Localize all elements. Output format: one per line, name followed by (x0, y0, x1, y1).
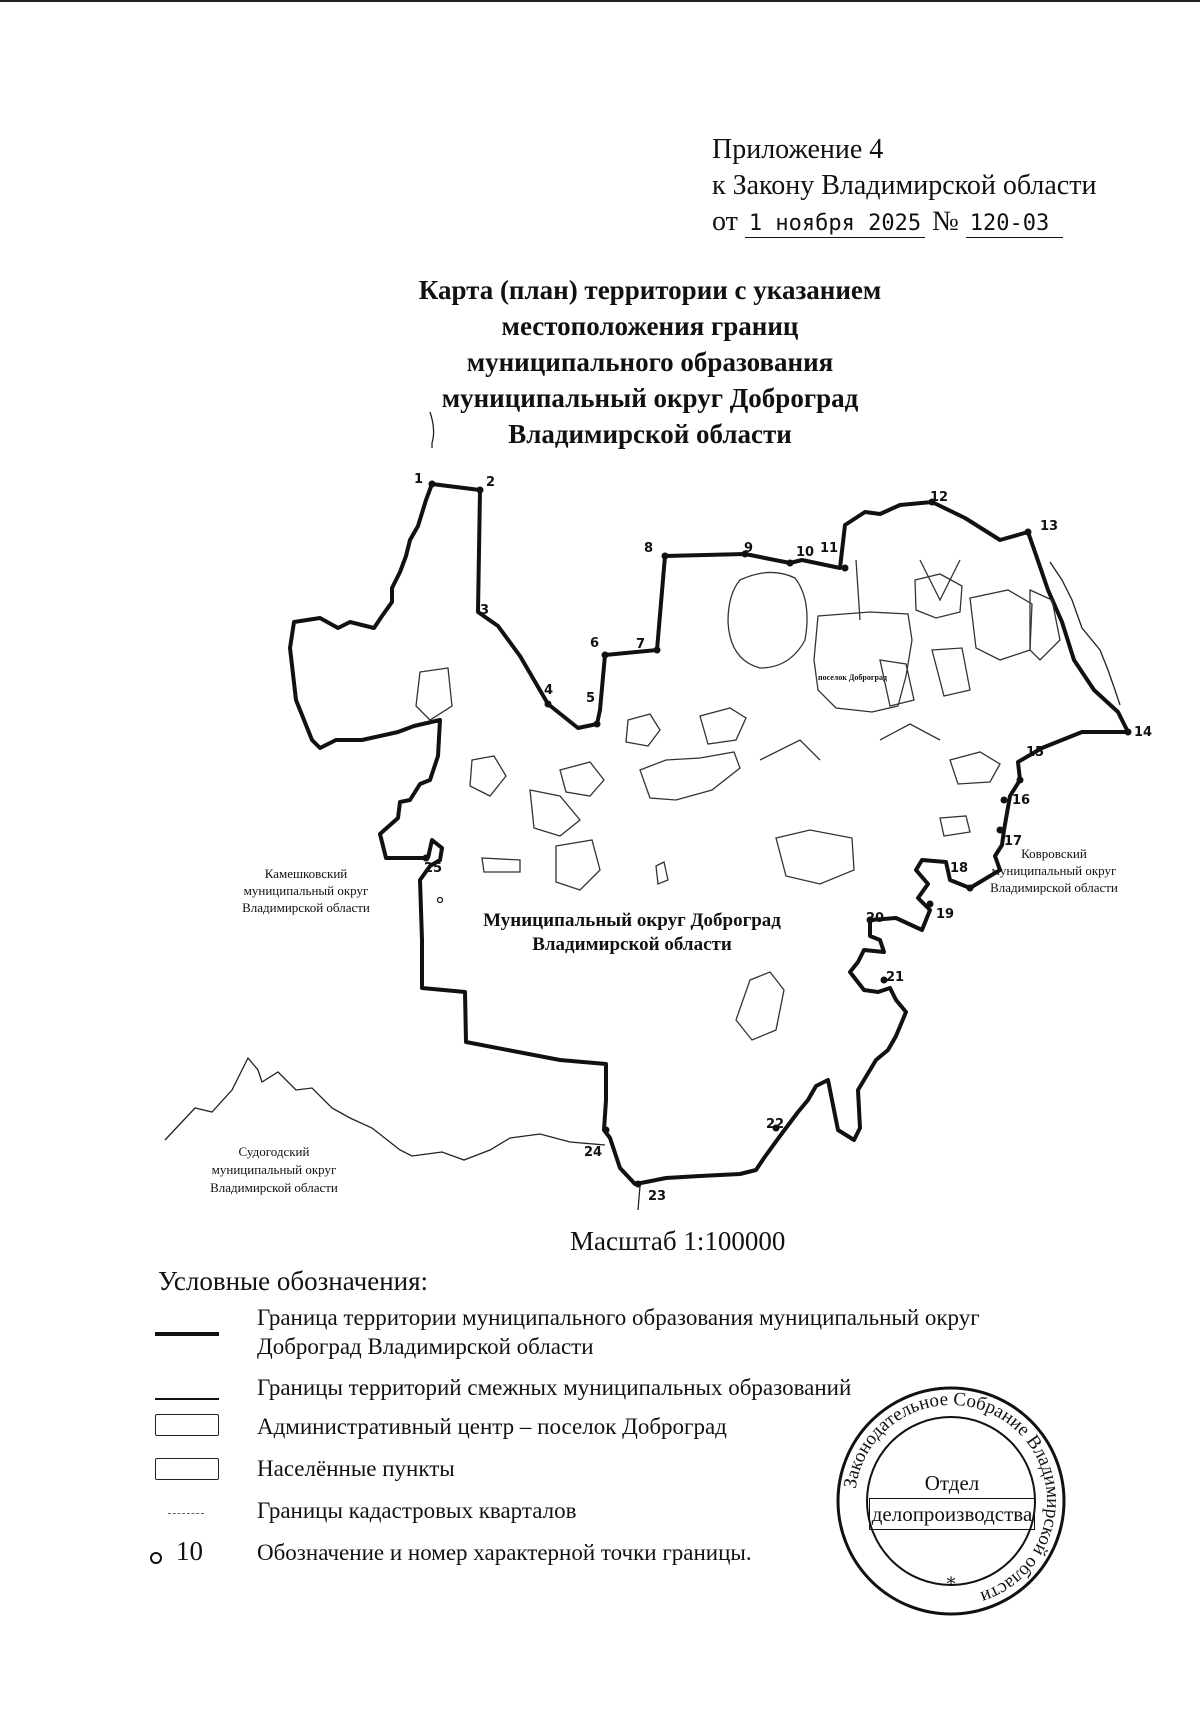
territory-boundary (290, 484, 1128, 1184)
point-label-15: 15 (1026, 745, 1045, 760)
legend-admin-center: Административный центр – поселок Доброград (257, 1414, 727, 1439)
neighbor-west-line-1: Камешковский (264, 866, 348, 881)
settlement-northwest-3 (482, 858, 520, 872)
settlement-east-3 (1030, 590, 1060, 660)
neighbor-east-line-2: муниципальный округ (991, 863, 1117, 878)
date-value: 1 ноября 2025 (745, 211, 925, 238)
settlement-east-2 (970, 590, 1032, 660)
attachment-number: Приложение 4 (712, 134, 884, 165)
admin-center-label: поселок Доброград (818, 673, 887, 682)
map-scale: Масштаб 1:100000 (570, 1226, 786, 1256)
point-label-21: 21 (886, 970, 905, 985)
adjacent-boundary-south (638, 1186, 640, 1210)
settlement-west-1 (560, 762, 604, 796)
attachment-law: к Закону Владимирской области (712, 170, 1097, 201)
legend-swatch-settlements (155, 1458, 219, 1480)
settlement-west-3 (556, 840, 600, 890)
settlement-central-3 (700, 708, 746, 744)
point-labels (414, 472, 1152, 1204)
settlement-northwest-1 (416, 668, 452, 720)
boundary-point-2 (477, 487, 484, 494)
legend-swatch-boundary (155, 1332, 219, 1336)
boundary-point-13 (1025, 529, 1032, 536)
point-label-23: 23 (648, 1189, 667, 1204)
adjacent-boundary-southwest (165, 1058, 605, 1160)
title-line-1: Карта (план) территории с указанием (418, 275, 882, 305)
settlement-southeast-1 (776, 830, 854, 884)
boundary-point-16 (1001, 797, 1008, 804)
point-label-9: 9 (744, 541, 754, 556)
boundary-point-8 (662, 553, 669, 560)
point-label-16: 16 (1012, 793, 1031, 808)
stamp-center-line-1: Отдел (924, 1471, 980, 1495)
title-line-2: местоположения границ (501, 311, 799, 341)
boundary-point-4 (545, 701, 552, 708)
neighbor-labels (210, 846, 1118, 1195)
legend-swatch-cadastral (168, 1513, 204, 1514)
point-label-1: 1 (414, 472, 424, 487)
legend-swatch-admin-center (155, 1414, 219, 1436)
neighbor-southwest-line-2: муниципальный округ (211, 1162, 337, 1177)
point-label-24: 24 (584, 1145, 603, 1160)
legend-point-sample (150, 1536, 203, 1567)
settlement-central-1 (626, 714, 660, 746)
point-label-4: 4 (544, 683, 554, 698)
point-label-12: 12 (930, 490, 949, 505)
boundary-point-18 (967, 885, 974, 892)
cadastral-line-3 (880, 724, 940, 740)
point-label-7: 7 (636, 637, 646, 652)
stamp-center-text (868, 1468, 1036, 1530)
point-label-17: 17 (1004, 834, 1023, 849)
territory-label-line-2: Владимирской области (532, 934, 732, 955)
stamp-center-line-2: делопроизводства (869, 1498, 1036, 1530)
point-label-2: 2 (486, 475, 496, 490)
neighbor-east-line-3: Владимирской области (990, 880, 1118, 895)
admin-center-marker (438, 898, 443, 903)
settlement-west-2 (530, 790, 580, 836)
boundary-point-23 (635, 1181, 642, 1188)
settlement-central-2 (640, 752, 740, 800)
boundary-point-15 (1017, 777, 1024, 784)
neighbor-west-line-3: Владимирской области (242, 900, 370, 915)
legend-boundary-line-2: Доброград Владимирской области (257, 1334, 594, 1359)
settlement-northwest-2 (470, 756, 506, 796)
territory-label (483, 910, 781, 955)
point-label-14: 14 (1134, 725, 1153, 740)
title-line-4: муниципальный округ Доброград (441, 383, 859, 413)
point-label-6: 6 (590, 636, 600, 651)
legend-adjacent: Границы территорий смежных муниципальных образований (257, 1375, 852, 1400)
legend-boundary-line-1: Граница территории муниципального образования муниципальный округ (257, 1305, 980, 1330)
boundary-point-24 (603, 1127, 610, 1134)
legend-boundary (257, 1303, 980, 1361)
boundary-point-6 (602, 652, 609, 659)
adjacent-boundary-east (1050, 562, 1120, 705)
cadastral-line-1 (856, 560, 860, 620)
title-line-3: муниципального образования (466, 347, 834, 377)
adjacent-boundaries (165, 412, 1120, 1210)
settlement-center-small (656, 862, 668, 884)
number-value: 120-03 (966, 211, 1063, 238)
point-label-11: 11 (820, 541, 839, 556)
point-label-5: 5 (586, 691, 596, 706)
legend-title: Условные обозначения: (158, 1266, 429, 1296)
stamp-star: * (946, 1574, 956, 1595)
legend-swatch-adjacent (155, 1398, 219, 1400)
legend-settlements: Населённые пункты (257, 1456, 455, 1481)
boundary-point-17 (997, 827, 1004, 834)
point-label-3: 3 (480, 603, 490, 618)
neighbor-southwest-line-1: Судогодский (238, 1144, 310, 1159)
boundary-point-7 (654, 647, 661, 654)
boundary-point-10 (787, 560, 794, 567)
adjacent-boundary-north (430, 412, 434, 448)
boundary-point-1 (429, 481, 436, 488)
point-label-13: 13 (1040, 519, 1059, 534)
legend-cadastral: Границы кадастровых кварталов (257, 1498, 577, 1523)
point-label-20: 20 (866, 911, 885, 926)
cadastral-line-4 (760, 740, 820, 760)
point-label-22: 22 (766, 1117, 785, 1132)
legend-point-icon (150, 1552, 162, 1564)
settlement-east-cluster (950, 752, 1000, 784)
point-label-25: 25 (424, 861, 443, 876)
point-label-10: 10 (796, 545, 815, 560)
boundary-point-5 (594, 721, 601, 728)
settlement-east-4 (880, 660, 914, 706)
boundary-point-14 (1125, 729, 1132, 736)
boundary-points (423, 481, 1132, 1188)
legend-point-number: 10 (176, 1536, 203, 1566)
boundary-point-19 (927, 901, 934, 908)
boundary-point-11 (842, 565, 849, 572)
point-label-19: 19 (936, 907, 955, 922)
territory-label-line-1: Муниципальный округ Доброград (483, 910, 781, 931)
point-label-8: 8 (644, 541, 654, 556)
admin-center-outline (814, 612, 912, 712)
neighbor-southwest-line-3: Владимирской области (210, 1180, 338, 1195)
settlement-southeast-2 (940, 816, 970, 836)
title-line-5: Владимирской области (508, 419, 792, 449)
settlement-east-5 (932, 648, 970, 696)
cadastral-line-2 (920, 560, 960, 600)
stamp-ring-text: Законодательное Собрание Владимирской области (839, 1388, 1064, 1608)
settlement-outlines (416, 560, 1060, 1040)
legend-point-desc: Обозначение и номер характерной точки границы. (257, 1540, 752, 1565)
date-prefix: от (712, 206, 738, 237)
settlement-south-1 (736, 972, 784, 1040)
lake-outline (728, 572, 807, 668)
neighbor-west-line-2: муниципальный округ (243, 883, 369, 898)
point-label-18: 18 (950, 861, 969, 876)
number-prefix: № (932, 206, 959, 237)
neighbor-east-line-1: Ковровский (1021, 846, 1087, 861)
